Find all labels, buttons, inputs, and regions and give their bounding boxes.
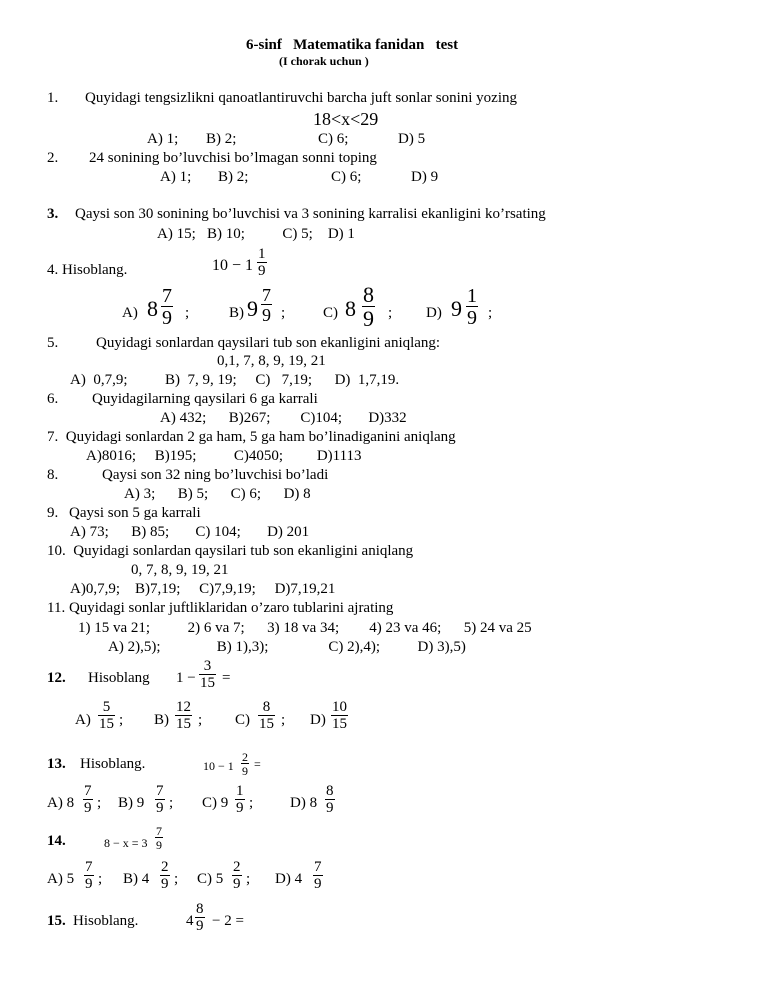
q12-label: Hisoblang: [88, 670, 150, 686]
q4-option-d-fraction: $\frac{1}{9}$: [467, 285, 477, 329]
q5-number-list: 0,1, 7, 8, 9, 19, 21: [217, 353, 326, 369]
q4-expression-fraction: $\frac{1}{9}$: [258, 246, 266, 279]
q13-expression-fraction: $\frac{2}{9}$: [242, 750, 248, 778]
q3-number: 3.: [47, 206, 59, 222]
q2-number: 2.: [47, 150, 59, 166]
q2-option-c: C) 6;: [331, 169, 362, 185]
q4-option-d-whole: 9: [451, 296, 462, 321]
q15-label: Hisoblang.: [73, 913, 139, 929]
q8-number: 8.: [47, 467, 59, 483]
q10-number-list: 0, 7, 8, 9, 19, 21: [131, 562, 229, 578]
q14-option-c-label: C) 5: [197, 871, 224, 887]
q7-text: 7. Quyidagi sonlardan 2 ga ham, 5 ga ham bo’linadiganini aniqlang: [47, 429, 456, 445]
q14-option-b-sep: ;: [174, 871, 179, 887]
q14-expression: 8 − x = 3: [104, 836, 148, 850]
q14-option-a-sep: ;: [98, 871, 103, 887]
q2-text: 24 sonining bo’luvchisi bo’lmagan sonni toping: [89, 150, 377, 166]
q4-option-b-sep: ;: [281, 305, 286, 321]
q5-number: 5.: [47, 335, 59, 351]
page-title: 6-sinf Matematika fanidan test: [246, 37, 459, 53]
q6-text: Quyidagilarning qaysilari 6 ga karrali: [92, 391, 318, 407]
q1-option-a: A) 1;: [147, 131, 179, 147]
q12-option-b-fraction: $\frac{12}{15}$: [176, 699, 191, 732]
q11-pairs: 1) 15 va 21; 2) 6 va 7; 3) 18 va 34; 4) 23 va 46; 5) 24 va 25: [78, 620, 532, 636]
q2-option-d: D) 9: [411, 169, 439, 185]
q12-number: 12.: [47, 670, 66, 686]
q5-text: Quyidagi sonlardan qaysilari tub son ekanligini aniqlang:: [96, 335, 441, 351]
q14-option-a-label: A) 5: [47, 871, 75, 887]
q6-number: 6.: [47, 391, 59, 407]
q9-options: A) 73; B) 85; C) 104; D) 201: [70, 524, 310, 540]
q12-option-c-sep: ;: [281, 712, 286, 728]
q4-option-c-label: C): [323, 305, 338, 321]
q13-option-d-fraction: $\frac{8}{9}$: [326, 783, 334, 816]
q1-formula: 18<x<29: [313, 109, 379, 129]
q4-option-a-fraction: $\frac{7}{9}$: [162, 285, 172, 329]
q6-options: A) 432; B)267; C)104; D)332: [160, 410, 407, 426]
q14-option-d-fraction: $\frac{7}{9}$: [314, 859, 322, 892]
q14-option-d-label: D) 4: [275, 871, 303, 887]
q11-text: 11. Quyidagi sonlar juftliklaridan o’zaro tublarini ajrating: [47, 600, 394, 616]
q5-options: A) 0,7,9; B) 7, 9, 19; C) 7,19; D) 1,7,19.: [70, 372, 400, 388]
q12-option-b-sep: ;: [198, 712, 203, 728]
q12-expression-fraction: $\frac{3}{15}$: [200, 658, 215, 691]
q2-option-a: A) 1;: [160, 169, 192, 185]
q7-options: A)8016; B)195; C)4050; D)1113: [86, 448, 362, 464]
q4-option-b-whole: 9: [247, 296, 258, 321]
q13-option-a-fraction: $\frac{7}{9}$: [84, 783, 92, 816]
q3-text: Qaysi son 30 sonining bo’luvchisi va 3 sonining karralisi ekanligini ko’rsating: [75, 206, 546, 222]
q14-option-c-sep: ;: [246, 871, 251, 887]
q15-rest: − 2 =: [212, 913, 244, 929]
q13-option-d-label: D) 8: [290, 795, 318, 811]
q11-options: A) 2),5); B) 1),3); C) 2),4); D) 3),5): [108, 639, 466, 655]
q13-number: 13.: [47, 756, 66, 772]
q9-text: Qaysi son 5 ga karrali: [69, 505, 201, 521]
q15-number: 15.: [47, 913, 66, 929]
q12-option-c-label: C): [235, 712, 250, 728]
q14-expression-fraction: $\frac{7}{9}$: [156, 824, 162, 852]
q14-number: 14.: [47, 833, 66, 849]
q14-option-b-fraction: $\frac{2}{9}$: [161, 859, 169, 892]
q12-option-d-label: D): [310, 712, 326, 728]
q13-option-c-sep: ;: [249, 795, 254, 811]
q13-option-a-label: A) 8: [47, 795, 75, 811]
q3-options: A) 15; B) 10; C) 5; D) 1: [157, 226, 355, 242]
q1-text: Quyidagi tengsizlikni qanoatlantiruvchi barcha juft sonlar sonini yozing: [85, 90, 517, 106]
q1-number: 1.: [47, 90, 59, 106]
q13-equals: =: [254, 757, 261, 771]
q4-option-d-label: D): [426, 305, 442, 321]
q14-option-b-label: B) 4: [123, 871, 150, 887]
q4-option-c-sep: ;: [388, 305, 393, 321]
q4-option-a-sep: ;: [185, 305, 190, 321]
q13-expression: 10 − 1: [203, 759, 234, 773]
q13-option-b-label: B) 9: [118, 795, 145, 811]
q13-option-a-sep: ;: [97, 795, 102, 811]
q1-option-d: D) 5: [398, 131, 426, 147]
q4-option-c-fraction: $\frac{8}{9}$: [363, 282, 374, 331]
q4-option-a-label: A): [122, 305, 138, 321]
q12-expression: 1 −: [176, 670, 196, 686]
q4-option-c-whole: 8: [345, 296, 356, 321]
q1-option-b: B) 2;: [206, 131, 237, 147]
q15-whole: 4: [186, 913, 194, 929]
q12-option-a-label: A): [75, 712, 91, 728]
q15-fraction: $\frac{8}{9}$: [196, 901, 204, 934]
q12-option-c-fraction: $\frac{8}{15}$: [259, 699, 274, 732]
q9-number: 9.: [47, 505, 59, 521]
q14-option-c-fraction: $\frac{2}{9}$: [233, 859, 241, 892]
q4-option-b-fraction: $\frac{7}{9}$: [262, 285, 271, 325]
page-subtitle: (I chorak uchun ): [279, 54, 369, 68]
q2-option-b: B) 2;: [218, 169, 249, 185]
q13-option-b-fraction: $\frac{7}{9}$: [156, 783, 164, 816]
q4-option-a-whole: 8: [147, 296, 158, 321]
q13-option-c-label: C) 9: [202, 795, 229, 811]
q8-options: A) 3; B) 5; C) 6; D) 8: [124, 486, 311, 502]
q4-expression: 10 − 1: [212, 257, 254, 274]
q1-option-c: C) 6;: [318, 131, 349, 147]
q12-equals: =: [222, 670, 231, 686]
q14-option-a-fraction: $\frac{7}{9}$: [85, 859, 93, 892]
q12-option-a-sep: ;: [119, 712, 124, 728]
q4-label: 4. Hisoblang.: [47, 262, 128, 278]
q4-option-b-label: B): [229, 305, 244, 321]
q10-options: A)0,7,9; B)7,19; C)7,9,19; D)7,19,21: [70, 581, 336, 597]
q13-option-b-sep: ;: [169, 795, 174, 811]
q12-option-b-label: B): [154, 712, 169, 728]
q12-option-a-fraction: $\frac{5}{15}$: [99, 699, 114, 732]
q13-option-c-fraction: $\frac{1}{9}$: [236, 783, 244, 816]
q8-text: Qaysi son 32 ning bo’luvchisi bo’ladi: [102, 467, 329, 483]
q4-option-d-sep: ;: [488, 305, 493, 321]
q10-text: 10. Quyidagi sonlardan qaysilari tub son ekanligini aniqlang: [47, 543, 414, 559]
q13-label: Hisoblang.: [80, 756, 146, 772]
q12-option-d-fraction: $\frac{10}{15}$: [332, 699, 347, 732]
